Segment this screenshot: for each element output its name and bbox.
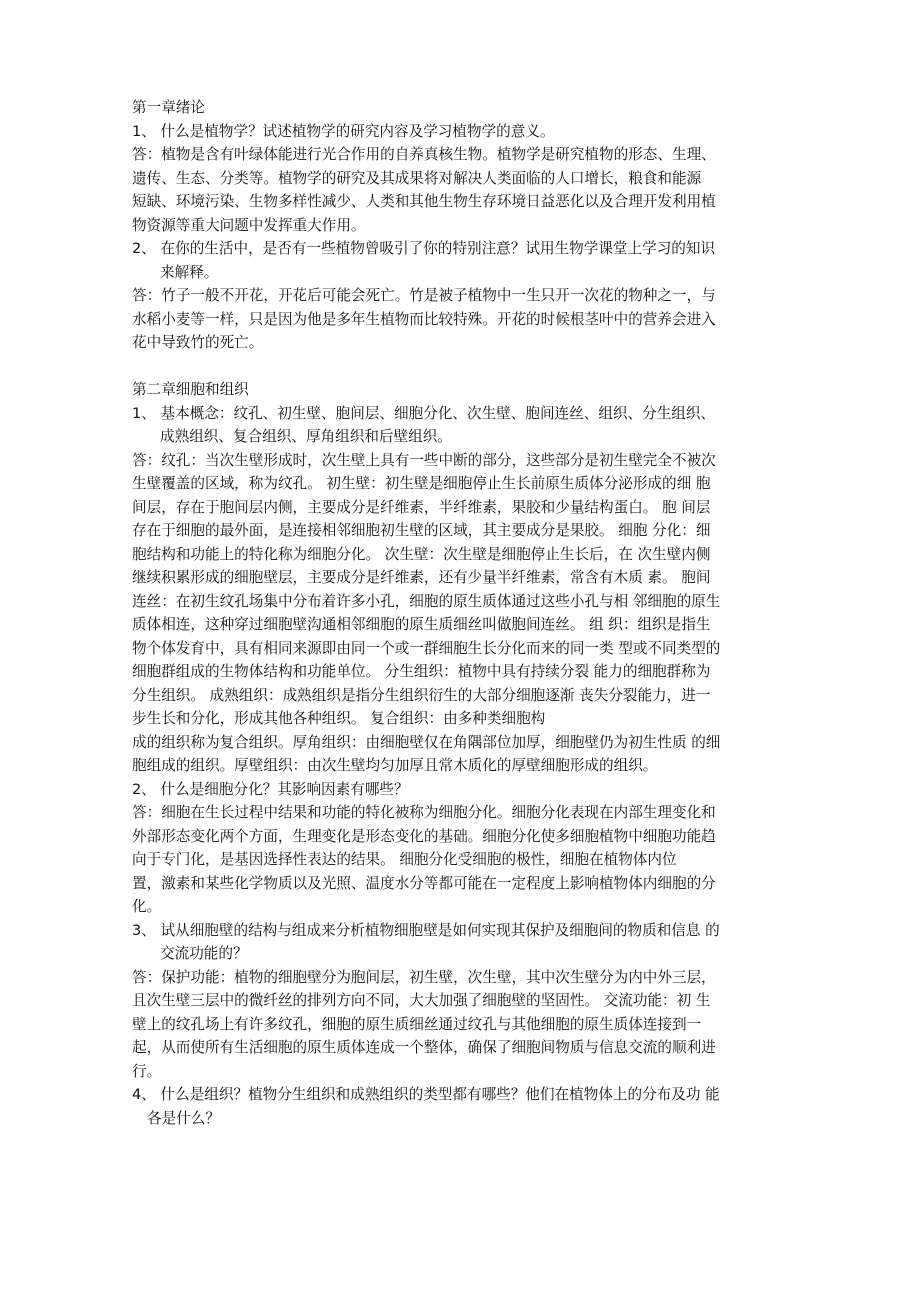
ch2-q1-answer-line: 生壁覆盖的区域，称为纹孔。 初生壁：初生壁是细胞停止生长前原生质体分泌形成的细 胞 [132, 475, 711, 492]
ch2-q1-answer-line: 成的组织称为复合组织。厚角组织：由细胞壁仅在角隅部位加厚，细胞壁仍为初生性质 的细 [132, 733, 721, 751]
ch2-q1-answer-line: 质体相连，这种穿过细胞壁沟通相邻细胞的原生质细丝叫做胞间连丝。 组 织：组织是指生 [132, 616, 711, 633]
ch2-q3-answer-line: 且次生壁三层中的微纤丝的排列方向不同，大大加强了细胞壁的坚固性。 交流功能：初 生 [132, 992, 711, 1009]
ch2-q1-answer-line: 答：纹孔：当次生壁形成时，次生壁上具有一些中断的部分，这些部分是初生壁完全不被次 [132, 451, 716, 469]
ch2-q2-line: 2、 什么是细胞分化？其影响因素有哪些？ [132, 780, 409, 798]
ch1-q2-answer-line: 花中导致竹的死亡。 [132, 334, 264, 351]
ch2-q1-answer-line: 继续积累形成的细胞壁层，主要成分是纤维素，还有少量半纤维素，常含有木质 素。 胞间 [132, 569, 711, 586]
ch1-q1-line: 1、 什么是植物学？试述植物学的研究内容及学习植物学的意义。 [132, 122, 555, 140]
ch2-q1-answer-line: 胞组成的组织。厚壁组织：由次生壁均匀加厚且常木质化的厚壁细胞形成的组织。 [132, 757, 658, 774]
ch2-q1-answer-line: 细胞群组成的生物体结构和功能单位。 分生组织：植物中具有持续分裂 能力的细胞群称为 [132, 663, 711, 680]
ch2-q1-line: 1、 基本概念：纹孔、初生壁、胞间层、细胞分化、次生壁、胞间连丝、组织、分生组织、 [132, 404, 716, 422]
ch2-q1-answer-line: 存在于细胞的最外面，是连接相邻细胞初生壁的区域，其主要成分是果胶。 细胞 分化：细 [132, 522, 711, 539]
ch2-q1-answer-line: 连丝：在初生纹孔场集中分布着许多小孔，细胞的原生质体通过这些小孔与相 邻细胞的原生 [132, 592, 721, 610]
ch1-q2-line: 来解释。 [160, 263, 219, 281]
ch2-q2-answer-line: 化。 [132, 898, 162, 915]
ch1-q1-answer-line: 答：植物是含有叶绿体能进行光合作用的自养真核生物。植物学是研究植物的形态、生理、 [132, 146, 716, 163]
ch2-q2-answer-line: 置，激素和某些化学物质以及光照、温度水分等都可能在一定程度上影响植物体内细胞的分 [132, 874, 716, 892]
ch2-q1-answer-line: 步生长和分化，形成其他各种组织。 复合组织：由多种类细胞构 [132, 710, 546, 727]
chapter1-title: 第一章绪论 [132, 99, 205, 116]
blank-line [132, 355, 798, 379]
ch2-q3-line: 交流功能的？ [160, 945, 248, 962]
ch2-q3-line: 3、 试从细胞壁的结构与组成来分析植物细胞壁是如何实现其保护及细胞间的物质和信息 的 [132, 921, 720, 939]
ch2-q2-answer-line: 向于专门化，是基因选择性表达的结果。 细胞分化受细胞的极性，细胞在植物体内位 [132, 851, 677, 868]
ch2-q3-answer-line: 壁上的纹孔场上有许多纹孔，细胞的原生质细丝通过纹孔与其他细胞的原生质体连接到一 [132, 1015, 702, 1033]
ch2-q1-line: 成熟组织、复合组织、厚角组织和后壁组织。 [160, 428, 452, 445]
ch1-q2-line: 2、 在你的生活中，是否有一些植物曾吸引了你的特别注意？试用生物学课堂上学习的知识 [132, 240, 716, 257]
document-page [132, 96, 798, 1130]
ch2-q1-answer-line: 间层，存在于胞间层内侧，主要成分是纤维素，半纤维素，果胶和少量结构蛋白。 胞 间层 [132, 498, 711, 516]
ch2-q3-answer-line: 起，从而使所有生活细胞的原生质体连成一个整体，确保了细胞间物质与信息交流的顺利进 [132, 1039, 716, 1056]
ch1-q2-answer-line: 答：竹子一般不开花，开花后可能会死亡。竹是被子植物中一生只开一次花的物种之一，与 [132, 287, 716, 304]
ch2-q1-answer-line: 物个体发育中，具有相同来源即由同一个或一群细胞生长分化而来的同一类 型或不同类型的 [132, 639, 721, 657]
ch2-q4-line: 4、 什么是组织？植物分生组织和成熟组织的类型都有哪些？他们在植物体上的分布及功 能 [132, 1086, 720, 1103]
ch1-q2-answer-line: 水稻小麦等一样，只是因为他是多年生植物而比较特殊。开花的时候根茎叶中的营养会进入 [132, 310, 716, 328]
ch2-q1-answer-line: 胞结构和功能上的特化称为细胞分化。 次生壁：次生壁是细胞停止生长后，在 次生壁内侧 [132, 545, 711, 563]
ch1-q1-answer-line: 物资源等重大问题中发挥重大作用。 [132, 216, 366, 234]
ch2-q2-answer-line: 答：细胞在生长过程中结果和功能的特化被称为细胞分化。细胞分化表现在内部生理变化和 [132, 804, 716, 821]
ch2-q2-answer-line: 外部形态变化两个方面，生理变化是形态变化的基础。细胞分化使多细胞植物中细胞功能趋 [132, 827, 716, 845]
ch1-q1-answer-line: 遗传、生态、分类等。植物学的研究及其成果将对解决人类面临的人口增长，粮食和能源 [132, 169, 702, 187]
ch2-q3-answer-line: 行。 [132, 1062, 162, 1080]
chapter2-title: 第二章细胞和组织 [132, 381, 249, 398]
ch1-q1-answer-line: 短缺、环境污染、生物多样性减少、人类和其他生物生存环境日益恶化以及合理开发利用植 [132, 193, 716, 210]
ch2-q4-line: 各是什么？ [147, 1109, 220, 1127]
ch2-q1-answer-line: 分生组织。 成熟组织：成熟组织是指分生组织衍生的大部分细胞逐渐 丧失分裂能力，进一 [132, 686, 711, 704]
ch2-q3-answer-line: 答：保护功能：植物的细胞壁分为胞间层，初生壁，次生壁，其中次生壁分为内中外三层， [132, 968, 716, 986]
